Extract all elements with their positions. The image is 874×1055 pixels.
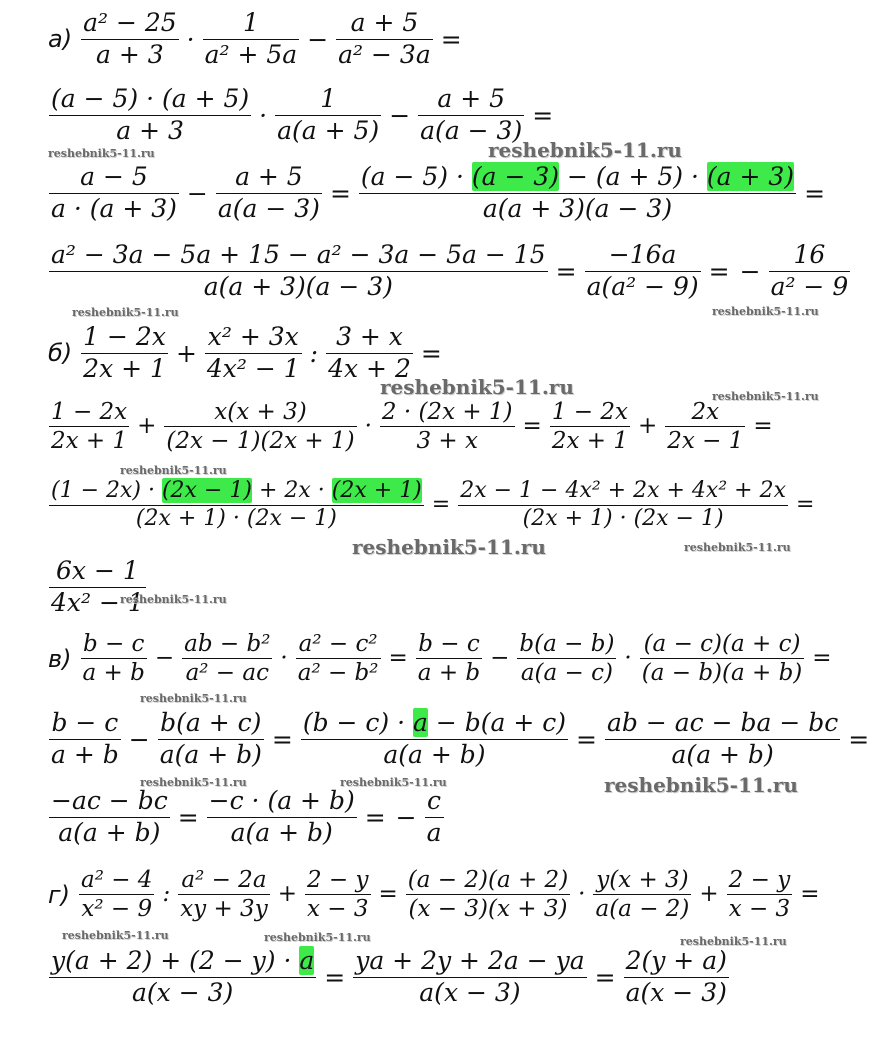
fraction: a + 5 a(a − 3) [420, 84, 523, 145]
fraction: 1 − 2x 2x + 1 [83, 322, 166, 383]
watermark: reshebnik5-11.ru [680, 935, 787, 948]
watermark: reshebnik5-11.ru [380, 375, 574, 399]
watermark: reshebnik5-11.ru [604, 773, 798, 797]
fraction: x² + 3x 4x² − 1 [206, 322, 300, 383]
fraction: 3 + x 4x + 2 [328, 322, 411, 383]
fraction: (b − c) · a − b(a + c) a(a + b) [302, 708, 567, 769]
fraction: ab − b² a² − ac [184, 631, 271, 687]
v-line-1: в) b − c a + b − ab − b² a² − ac · a² − c² a² − b² = b − c a + b − b(a − b) a(a − c) · (a − c)(a + c) (a − b)(a + b) = [48, 631, 832, 687]
fraction: 1 − 2x 2x + 1 [51, 399, 128, 455]
fraction: 1 a(a + 5) [277, 84, 380, 145]
v-line-2: b − c a + b − b(a + c) a(a + b) = (b − c) · a − b(a + c) a(a + b) = ab − ac − ba − bc a(a + b) = [51, 708, 870, 769]
fraction: 2 · (2x + 1) 3 + x [381, 399, 513, 455]
watermark: reshebnik5-11.ru [684, 541, 791, 554]
b-line-2: 1 − 2x 2x + 1 + x(x + 3) (2x − 1)(2x + 1) · 2 · (2x + 1) 3 + x = 1 − 2x 2x + 1 + 2x 2x − 1 = [51, 399, 773, 455]
b-line-1: б) 1 − 2x 2x + 1 + x² + 3x 4x² − 1 : 3 + x 4x + 2 = [48, 322, 442, 383]
watermark: reshebnik5-11.ru [264, 931, 371, 944]
fraction: (a − c)(a + c) (a − b)(a + b) [641, 631, 803, 687]
b-line-4 [46, 556, 149, 618]
fraction: (a − 2)(a + 2) (x − 3)(x + 3) [407, 867, 569, 923]
highlight: (2x + 1) [331, 478, 422, 503]
watermark: reshebnik5-11.ru [62, 929, 169, 942]
fraction: c a [426, 786, 442, 847]
fraction: ya + 2y + 2a − ya a(x − 3) [355, 946, 585, 1007]
part-label-a: а) [48, 25, 73, 53]
fraction: −ac − bc a(a + b) [51, 786, 168, 847]
watermark: reshebnik5-11.ru [120, 593, 227, 606]
fraction: 2 − y x − 3 [306, 867, 369, 923]
fraction: (a − 5) · (a + 5) a + 3 [51, 84, 250, 145]
watermark: reshebnik5-11.ru [352, 535, 546, 559]
fraction: a² − 2a xy + 3y [180, 867, 268, 923]
fraction: a² − c² a² − b² [297, 631, 379, 687]
watermark: reshebnik5-11.ru [712, 305, 819, 318]
watermark: reshebnik5-11.ru [140, 776, 247, 789]
fraction: 2 − y x − 3 [728, 867, 791, 923]
highlight: (a + 3) [706, 162, 795, 191]
watermark: reshebnik5-11.ru [340, 776, 447, 789]
v-line-3: −ac − bc a(a + b) = −c · (a + b) a(a + b) = − c a [51, 786, 442, 847]
fraction: b − c a + b [51, 708, 119, 769]
fraction: a − 5 a · (a + 3) [51, 162, 177, 223]
fraction: a² − 3a − 5a + 15 − a² − 3a − 5a − 15 a(a + 3)(a − 3) [51, 240, 546, 301]
fraction: 2x − 1 − 4x² + 2x + 4x² + 2x (2x + 1) · (2x − 1) [460, 478, 786, 531]
a-line-2: (a − 5) · (a + 5) a + 3 · 1 a(a + 5) − a + 5 a(a − 3) = [51, 84, 554, 145]
fraction: b(a − b) a(a − c) [519, 631, 615, 687]
g-line-1: г) a² − 4 x² − 9 : a² − 2a xy + 3y + 2 − y x − 3 = (a − 2)(a + 2) (x − 3)(x + 3) · y(x + 3) a(a − 2) + 2 − y x − 3 = [48, 867, 820, 923]
fraction: 6x − 1 4x² − 1 [51, 556, 144, 617]
watermark: reshebnik5-11.ru [120, 464, 227, 477]
fraction: (a − 5) · (a − 3) − (a + 5) · (a + 3) a(a + 3)(a − 3) [360, 162, 795, 223]
fraction: b − c a + b [417, 631, 481, 687]
a-line-4: a² − 3a − 5a + 15 − a² − 3a − 5a − 15 a(a + 3)(a − 3) = −16a a(a² − 9) = − 16 a² − 9 [51, 240, 849, 301]
fraction: ab − ac − ba − bc a(a + b) [607, 708, 839, 769]
part-label-g: г) [48, 880, 70, 909]
watermark: reshebnik5-11.ru [48, 147, 155, 160]
highlight: a [413, 708, 428, 737]
fraction: b(a + c) a(a + b) [159, 708, 262, 769]
fraction: a² − 25 a + 3 [83, 8, 177, 69]
fraction: −16a a(a² − 9) [586, 240, 699, 301]
part-label-b: б) [48, 339, 73, 367]
watermark: reshebnik5-11.ru [140, 692, 247, 705]
watermark: reshebnik5-11.ru [712, 390, 819, 403]
fraction: a² − 4 x² − 9 [80, 867, 153, 923]
fraction: 2x 2x − 1 [667, 399, 744, 455]
fraction: x(x + 3) (2x − 1)(2x + 1) [166, 399, 355, 455]
highlight: a [299, 946, 315, 975]
fraction: 2(y + a) a(x − 3) [625, 946, 727, 1007]
g-line-2: y(a + 2) + (2 − y) · a a(x − 3) = ya + 2y + 2a − ya a(x − 3) = 2(y + a) a(x − 3) [51, 946, 727, 1007]
fraction: y(a + 2) + (2 − y) · a a(x − 3) [51, 946, 315, 1007]
highlight: (a − 3) [471, 162, 560, 191]
fraction: 1 − 2x 2x + 1 [551, 399, 628, 455]
a-line-3: a − 5 a · (a + 3) − a + 5 a(a − 3) = (a − 5) · (a − 3) − (a + 5) · (a + 3) a(a + 3)(a − 3) = [51, 162, 826, 223]
fraction: −c · (a + b) a(a + b) [208, 786, 355, 847]
b-line-3: (1 − 2x) · (2x − 1) + 2x · (2x + 1) (2x + 1) · (2x − 1) = 2x − 1 − 4x² + 2x + 4x² + 2x (2x + 1) · (2x − 1) = [51, 478, 815, 531]
fraction: (1 − 2x) · (2x − 1) + 2x · (2x + 1) (2x + 1) · (2x − 1) [51, 478, 422, 531]
fraction: a + 5 a(a − 3) [217, 162, 320, 223]
watermark: reshebnik5-11.ru [488, 138, 682, 162]
fraction: 1 a² + 5a [204, 8, 298, 69]
highlight: (2x − 1) [161, 478, 252, 503]
a-line-1: а) a² − 25 a + 3 · 1 a² + 5a − a + 5 a² − 3a = [48, 8, 462, 69]
fraction: b − c a + b [82, 631, 145, 687]
fraction: y(x + 3) a(a − 2) [595, 867, 690, 923]
fraction: 16 a² − 9 [770, 240, 849, 301]
part-label-v: в) [48, 644, 72, 673]
fraction: a + 5 a² − 3a [338, 8, 431, 69]
watermark: reshebnik5-11.ru [72, 306, 179, 319]
